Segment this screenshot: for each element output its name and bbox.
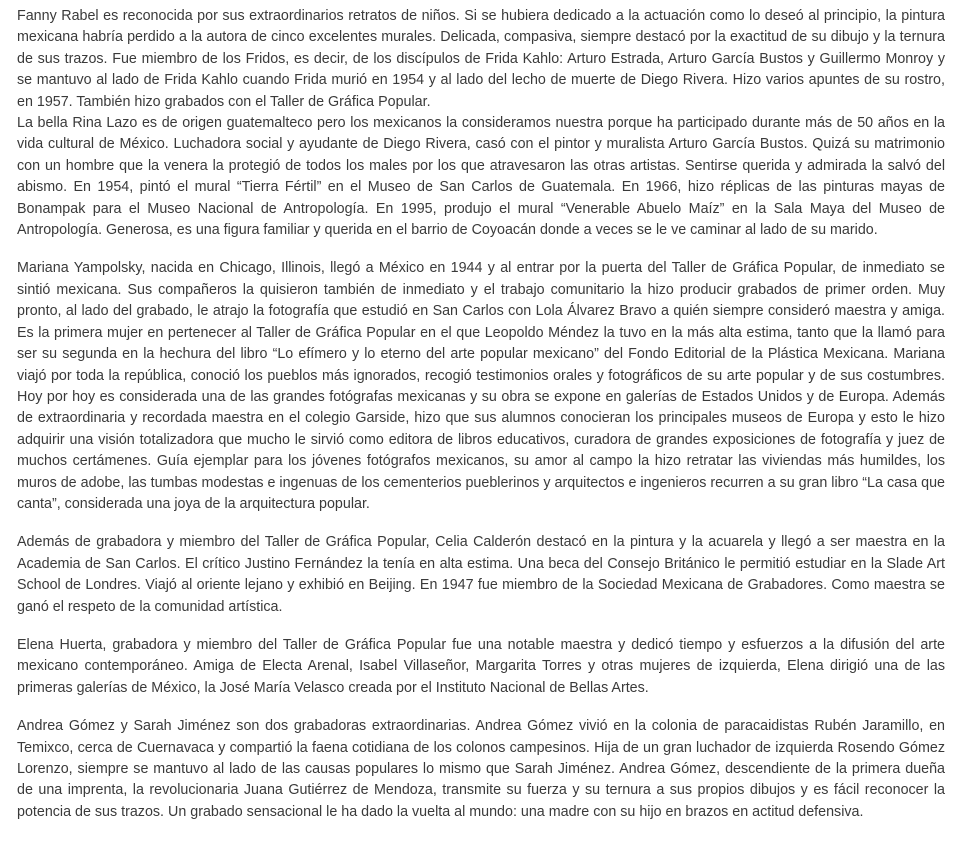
- paragraph-rina-lazo: La bella Rina Lazo es de origen guatemalteco pero los mexicanos la consideramos nuestra porque ha participado durante más de 50 años en la vida cultural de México. Luchadora social y ayudante de Diego Rivera, casó con el pintor y muralista Arturo García Bustos. Quizá su matrimonio con un hombre que la venera la protegió de todos los males por los que atravesaron las otras artistas. Sentirse querida y admirada la salvó del abismo. En 1954, pintó el mural “Tierra Fértil” en el Museo de San Carlos de Guatemala. En 1966, hizo réplicas de las pinturas mayas de Bonampak para el Museo Nacional de Antropología. En 1995, produjo el mural “Venerable Abuelo Maíz” en la Sala Maya del Museo de Antropología. Generosa, es una figura familiar y querida en el barrio de Coyoacán donde a veces se le ve caminar al lado de su marido.: [17, 115, 945, 239]
- paragraph-celia-calderon: Además de grabadora y miembro del Taller de Gráfica Popular, Celia Calderón destacó en la pintura y la acuarela y llegó a ser maestra en la Academia de San Carlos. El crítico Justino Fernández la tenía en alta estima. Una beca del Consejo Británico le permitió estudiar en la Slade Art School de Londres. Viajó al oriente lejano y exhibió en Beijing. En 1947 fue miembro de la Sociedad Mexicana de Grabadores. Como maestra se ganó el respeto de la comunidad artística.: [17, 534, 945, 615]
- paragraph-mariana-yampolsky: Mariana Yampolsky, nacida en Chicago, Illinois, llegó a México en 1944 y al entrar por la puerta del Taller de Gráfica Popular, de inmediato se sintió mexicana. Sus compañeros la quisieron también de inmediato y el trabajo comunitario la hizo producir grabados de primer orden. Muy pronto, al lado del grabado, le atrajo la fotografía que estudió en San Carlos con Lola Álvarez Bravo a quién siempre consideró maestra y amiga. Es la primera mujer en pertenecer al Taller de Gráfica Popular en el que Leopoldo Méndez la tuvo en la más alta estima, tanto que la llamó para ser su segunda en la hechura del libro “Lo efímero y lo eterno del arte popular mexicano” del Fondo Editorial de la Plástica Mexicana. Mariana viajó por toda la república, conoció los pueblos más ignorados, recogió testimonios orales y fotográficos de su arte popular y de sus costumbres. Hoy por hoy es considerada una de las grandes fotógrafas mexicanas y su obra se expone en galerías de Estados Unidos y de Europa. Además de extraordinaria y recordada maestra en el colegio Garside, hizo que sus alumnos conocieran los principales museos de Europa y esto le hizo adquirir una visión totalizadora que mucho le sirvió como editora de libros educativos, curadora de grandes exposiciones de fotografía y juez de muchos certámenes. Guía ejemplar para los jóvenes fotógrafos mexicanos, su amor al campo la hizo retratar las viviendas más humildes, los muros de adobe, las tumbas modestas e ingenuas de los cementerios pueblerinos y arquitectos e ingenieros recurren a su gran libro “La casa que canta”, considerada una joya de la arquitectura popular.: [17, 260, 945, 512]
- paragraph-elena-huerta: Elena Huerta, grabadora y miembro del Taller de Gráfica Popular fue una notable maestra y dedicó tiempo y esfuerzos a la difusión del arte mexicano contemporáneo. Amiga de Electa Arenal, Isabel Villaseñor, Margarita Torres y otras mujeres de izquierda, Elena dirigió una de las primeras galerías de México, la José María Velasco creada por el Instituto Nacional de Bellas Artes.: [17, 636, 945, 696]
- paragraph-andrea-gomez-sarah-jimenez: Andrea Gómez y Sarah Jiménez son dos grabadoras extraordinarias. Andrea Gómez vivió en la colonia de paracaidistas Rubén Jaramillo, en Temixco, cerca de Cuernavaca y compartió la faena cotidiana de los colonos campesinos. Hija de un gran luchador de izquierda Rosendo Gómez Lorenzo, siempre se mantuvo al lado de las causas populares lo mismo que Sarah Jiménez. Andrea Gómez, descendiente de la primera dueña de una imprenta, la revolucionaria Juana Gutiérrez de Mendoza, transmite su fuerza y su ternura a sus propios dibujos y es fácil reconocer la potencia de sus trazos. Un grabado sensacional le ha dado la vuelta al mundo: una madre con su hijo en brazos en actitud defensiva.: [17, 718, 945, 820]
- paragraph-fanny-rabel: Fanny Rabel es reconocida por sus extraordinarios retratos de niños. Si se hubiera dedicado a la actuación como lo deseó al principio, la pintura mexicana habría perdido a la autora de cinco excelentes murales. Delicada, compasiva, siempre destacó por la exactitud de su dibujo y la ternura de sus trazos. Fue miembro de los Fridos, es decir, de los discípulos de Frida Kahlo: Arturo Estrada, Arturo García Bustos y Guillermo Monroy y se mantuvo al lado de Frida Kahlo cuando Frida murió en 1954 y al lado del lecho de muerte de Diego Rivera. Hizo varios apuntes de su rostro, en 1957. También hizo grabados con el Taller de Gráfica Popular.: [17, 8, 945, 110]
